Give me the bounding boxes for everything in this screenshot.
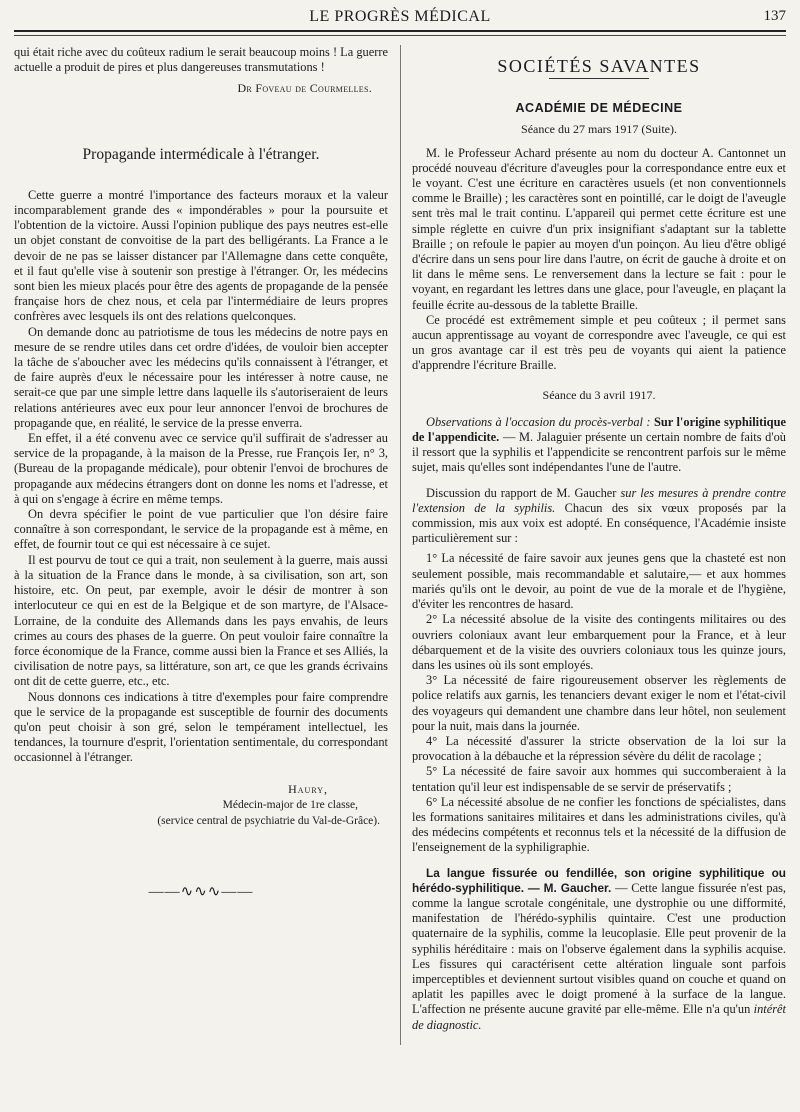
header-rule: [14, 30, 786, 32]
discussion-subject: sur les mesures à prendre contre l'extension de la syphilis.: [412, 485, 786, 515]
page-number: 137: [763, 8, 786, 24]
observations-paragraph: [412, 415, 786, 476]
section-heading-societes: SOCIÉTÉS SAVANTES: [497, 56, 701, 76]
article-paragraph: On devra spécifier le point de vue particulier que l'on désire faire connaître à son correspondant, le service de la propagande est à même, en effet, de fournir tout ce qui est nécessaire à ce sujet.: [14, 507, 388, 552]
article-paragraph: On demande donc au patriotisme de tous les médecins de notre pays en mesure de se rendre utiles dans cet ordre d'idées, de vouloir bien accepter la tâche de s'aboucher avec les médecins qu'ils connaissent à l'étranger, et de faire auprès d'eux le nécessaire pour les intéresser à notre cause, ne serait-ce que par une simple lettre dans laquelle ils s'autoriseraient de leurs relations antérieures avec eux pour leur annoncer l'envoi de brochures de propagande que, en réalité, le service de la presse enverra.: [14, 324, 388, 430]
author-service: (service central de psychiatrie du Val-de-Grâce).: [157, 814, 380, 827]
discussion-text: Chacun des six vœux proposés par la commission, mis aux voix est adopté. En conséquence, l'Académie insiste particulièrement sur :: [412, 500, 786, 546]
resolution-item: 6° La nécessité absolue de ne confier les fonctions de spécialistes, dans les formations sanitaires militaires et dans les administrations civiles, qu'à des médecins compétents et reconnus tels et la nécessité de la diffusion de l'enseignement de la syphiligraphie.: [412, 794, 786, 855]
article-paragraph: Il est pourvu de tout ce qui a trait, non seulement à la guerre, mais aussi à la situation de la France dans le monde, à sa civilisation, son art, son histoire, etc. On peut, par exemple, avoir le désir de montrer à son interlocuteur ce qui en est de la Belgique et de son martyre, de l'Alsace-Lorraine, de la conduite des Allemands dans les pays envahis, de leurs crimes au cours des phases de la guerre. On peut vouloir faire connaître la force économique de la France, comme aussi bien la France et ses Alliés, la civilisation de notre pays, sa littérature, son art, ce que les grands écrivains ont dit de cette guerre, etc., etc.: [14, 552, 388, 689]
header-rule-thin: [14, 35, 786, 36]
langue-author: — M. Gaucher.: [527, 880, 612, 895]
seance-date-1: Séance du 27 mars 1917 (Suite).: [521, 122, 677, 137]
resolution-item: 1° La nécessité de faire savoir aux jeunes gens que la chasteté est non seulement possible, mais recommandable et salutaire,— et aux hommes mariés qu'ils ont le devoir, au point de vue de la morale et de l'hygiène, d'éviter les rencontres de hasard.: [412, 551, 786, 612]
right-column: [412, 45, 786, 1033]
observations-label: Observations à l'occasion du procès-verbal :: [426, 414, 651, 429]
author-rank: Médecin-major de 1re classe,: [222, 798, 358, 811]
author-name: Haury,: [288, 781, 328, 796]
left-column: [14, 45, 388, 900]
langue-final: intérêt de diagnostic.: [412, 1002, 786, 1032]
section-rule: [549, 78, 649, 79]
report-paragraph: Ce procédé est extrêmement simple et peu coûteux ; il permet sans aucun apprentissage au voyant de correspondre avec l'aveugle, ce qui est un gros avantage car il est très peu de voyants qui aient la patience d'apprendre l'écriture Braille.: [412, 312, 786, 373]
discussion-paragraph: [412, 486, 786, 547]
discussion-lead: Discussion du rapport de M. Gaucher: [426, 485, 617, 500]
end-ornament: ——∿∿∿——: [148, 884, 254, 901]
langue-title: La langue fissurée ou fendillée, son origine syphilitique ou hérédo-syphilitique.: [412, 865, 786, 895]
langue-text: — Cette langue fissurée n'est pas, comme la langue scrotale congénitale, une dystrophie ou une difformité, manifestation de l'hérédo-syphilis quintaire. C'est une production quaternaire de la syphilis, comme la leucoplasie. Elle peut provenir de la syphilis héréditaire : mais on l'observe également dans la syphilis acquise. Les fissures qui caractérisent cette altération linguale sont parfois imperceptibles et deviennent surtout visibles quand on couche et quand on aplatit les papilles avec le doigt promené à la surface de la langue. L'affection ne présente aucune gravité par elle-même. Elle n'a qu'un: [412, 880, 786, 1017]
running-header: [14, 8, 786, 32]
article-paragraph: En effet, il a été convenu avec ce service qu'il suffirait de s'adresser au service de la propagande, à la maison de la Presse, rue François Ier, n° 3, (Bureau de la propagande médicale), pour obtenir l'envoi de brochures de propagande aux médecins étrangers dont on donne les noms et l'adresse, et à qui on s'engage à écrire en même temps.: [14, 431, 388, 506]
langue-paragraph: [412, 866, 786, 1033]
resolution-item: 2° La nécessité absolue de la visite des contingents militaires ou des ouvriers coloniaux avant leur embarquement pour la France, et à leur débarquement et de la visite des ouvriers coloniaux tous les quinze jours, dans les usines où ils sont employés.: [412, 612, 786, 672]
report-paragraph: M. le Professeur Achard présente au nom du docteur A. Cantonnet un procédé nouveau d'écriture d'aveugles pour la correspondance entre eux et le voyant. C'est une écriture en caractères usuels (et non conventionnels comme le Braille) ; les caractères sont en pointillé, car le doigt de l'aveugle sent très mal le trait continu. L'appareil qui permet cette écriture est une simple réglette en cuivre d'un prix insignifiant s'adaptant sur la tablette Braille ; on refoule le papier au moyen d'un poinçon. Au lieu d'être obligé d'écrire dans un sens pour lire dans l'autre, on écrit de gauche à droite et on lit dans le même sens. Le renversement dans la lecture se fait : pour le voyant, en regardant les lettres dans une glace, pour l'aveugle, en plaçant la feuille écrite au-dessous de la tablette Braille.: [412, 145, 786, 312]
seance-date-2: Séance du 3 avril 1917.: [542, 387, 656, 402]
journal-title: LE PROGRÈS MÉDICAL: [309, 8, 491, 25]
article-paragraph: Nous donnons ces indications à titre d'exemples pour faire comprendre que le service de la propagande est susceptible de fournir des documents qu'on peut choisir à son gré, selon le tempérament intellectuel, les tendances, la tournure d'esprit, l'orientation sentimentale, du correspondant occasionnel à l'étranger.: [14, 689, 388, 765]
section-title-propagande: Propagande intermédicale à l'étranger.: [82, 145, 320, 163]
intro-paragraph: qui était riche avec du coûteux radium le serait beaucoup moins ! La guerre actuelle a produit de pires et plus dangereuses transmutations !: [14, 45, 388, 75]
resolution-item: 5° La nécessité de faire savoir aux hommes qui succomberaient à la tentation qu'il leur est indispensable de se servir de préservatifs ;: [412, 764, 786, 794]
article-paragraph: Cette guerre a montré l'importance des facteurs moraux et la valeur incomparablement grande des « impondérables » pour la poursuite et l'obtention de la victoire. Aussi l'opinion publique des pays neutres est-elle un objet constant de convoitise de la part des belligérants. La France a le devoir de ne pas se laisser distancer par l'Allemagne dans cette conquête, et il faut qu'elle vise à soutenir son prestige à l'étranger. Or, les médecins sont bien les mieux placés pour être des agents de propagande de la pensée française hors de chez nous, et cela par l'intermédiaire de leurs propres confrères avec lesquels ils ont des relations quelconques.: [14, 187, 388, 324]
column-divider: [400, 45, 401, 1045]
observations-topic: Sur l'origine syphilitique de l'appendicite.: [412, 414, 786, 445]
observations-text: — M. Jalaguier présente un certain nombre de faits d'où il ressort que la syphilis et l'appendicite se rencontrent parfois sur le même sujet, mais qu'elles sont indépendantes l'une de l'autre.: [412, 430, 786, 475]
resolution-item: 4° La nécessité d'assurer la stricte observation de la loi sur la provocation à la débauche et la répression sévère du délit de racolage ;: [412, 733, 786, 764]
subsection-heading-academie: ACADÉMIE DE MÉDECINE: [515, 101, 683, 116]
intro-signature: Dr Foveau de Courmelles.: [237, 81, 372, 96]
resolution-item: 3° La nécessité de faire rigoureusement observer les règlements de police relatifs aux garnis, les tenanciers devant exiger le nom et l'état-civil des voyageurs qui demandent une chambre dans leur hôtel, non seulement pour la nuit, mais dans la journée.: [412, 673, 786, 733]
